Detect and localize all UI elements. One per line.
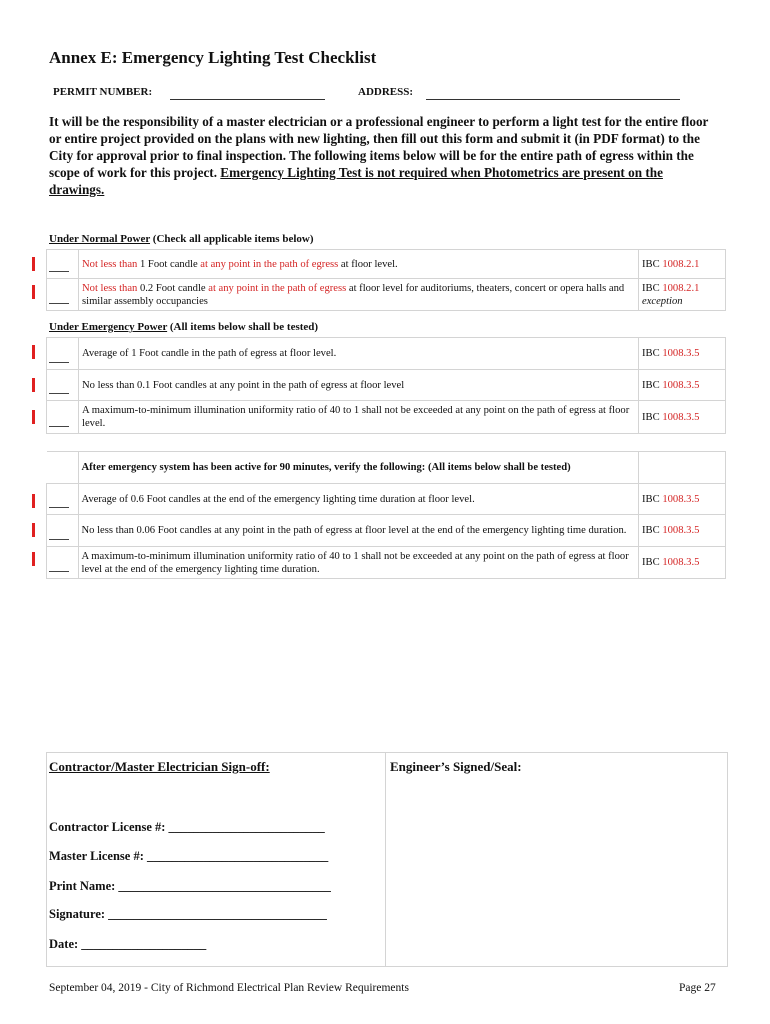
address-label: ADDRESS: xyxy=(358,86,414,98)
ninety-description: No less than 0.06 Foot candles at any point in the path of egress at floor level at the end of the emergency lighting time duration. xyxy=(78,515,639,547)
master-license-field[interactable]: Master License #: _____________________________ xyxy=(49,849,329,863)
normal-check-blank[interactable] xyxy=(47,250,79,279)
normal-check-blank[interactable] xyxy=(47,279,79,311)
emergency-check-blank[interactable] xyxy=(47,370,79,401)
date-field[interactable]: Date: ____________________ xyxy=(49,937,207,951)
code-number: 1008.3.5 xyxy=(662,525,700,536)
emergency-row xyxy=(47,338,726,370)
ninety-minute-heading: After emergency system has been active for 90 minutes, verify the following: (All items below shall be tested) xyxy=(78,452,639,484)
code-number: 1008.3.5 xyxy=(662,348,700,359)
marker-emergency-1 xyxy=(32,345,35,359)
permit-number-field[interactable] xyxy=(170,99,325,100)
marker-ninety-2 xyxy=(32,523,35,537)
description-part: Not less than xyxy=(82,258,138,270)
page-number: Page 27 xyxy=(679,982,716,994)
ninety-code xyxy=(639,547,726,579)
signature-field[interactable]: Signature: ___________________________________ xyxy=(49,907,327,921)
emergency-code xyxy=(639,370,726,401)
ninety-minute-table xyxy=(46,451,726,579)
engineer-seal-heading: Engineer’s Signed/Seal: xyxy=(390,759,522,774)
contractor-license-field[interactable]: Contractor License #: _________________________ xyxy=(49,820,325,834)
emergency-check-blank[interactable] xyxy=(47,338,79,370)
code-note: exception xyxy=(642,295,683,307)
code-prefix: IBC xyxy=(642,379,663,391)
code-prefix: IBC xyxy=(642,348,663,359)
contractor-signoff-heading: Contractor/Master Electrician Sign-off: xyxy=(49,759,270,774)
check-line xyxy=(49,302,69,304)
ninety-code xyxy=(639,515,726,547)
signoff-divider xyxy=(385,752,386,966)
emergency-row xyxy=(47,370,726,401)
emergency-description: Average of 1 Foot candle in the path of egress at floor level. xyxy=(79,338,639,370)
ninety-row xyxy=(47,547,726,579)
marker-ninety-1 xyxy=(32,494,35,508)
check-line xyxy=(49,570,69,572)
code-number: 1008.3.5 xyxy=(662,379,700,391)
description-part: 1 Foot candle xyxy=(137,258,201,270)
code-number: 1008.2.1 xyxy=(662,282,700,294)
page-title: Annex E: Emergency Lighting Test Checklist xyxy=(49,48,377,67)
marker-normal-2 xyxy=(32,285,35,299)
check-line xyxy=(49,425,69,427)
normal-description xyxy=(79,250,639,279)
emergency-row xyxy=(47,401,726,434)
normal-code xyxy=(639,250,726,279)
check-line xyxy=(49,361,69,363)
code-number: 1008.3.5 xyxy=(662,493,700,505)
emergency-description: A maximum-to-minimum illumination uniformity ratio of 40 to 1 shall not be exceeded at any point on the path of egress at floor level. xyxy=(79,401,639,434)
code-prefix: IBC xyxy=(642,557,663,568)
check-line xyxy=(49,538,69,540)
check-line xyxy=(49,270,69,272)
description-part: 0.2 Foot candle xyxy=(137,282,209,294)
emergency-power-table xyxy=(46,337,726,434)
code-prefix: IBC xyxy=(642,258,663,270)
check-line xyxy=(49,506,69,508)
normal-power-table xyxy=(46,249,726,311)
description-part: at floor level for auditoriums, theaters, concert or opera halls and similar assembly occupancies xyxy=(82,282,625,307)
normal-row xyxy=(47,250,726,279)
ninety-check-blank[interactable] xyxy=(47,515,79,547)
code-number: 1008.3.5 xyxy=(662,411,700,423)
permit-number-label: PERMIT NUMBER: xyxy=(53,86,153,98)
normal-power-heading: Under Normal Power (Check all applicable items below) xyxy=(49,233,314,245)
check-line xyxy=(49,392,69,394)
ninety-minute-header-row xyxy=(47,452,726,484)
emergency-power-heading: Under Emergency Power (All items below shall be tested) xyxy=(49,321,319,333)
emergency-code xyxy=(639,338,726,370)
normal-code xyxy=(639,279,726,311)
intro-text: It will be the responsibility of a master electrician or a professional engineer to perform a light test for the entire floor or entire project provided on the plans with new lighting, then fill out this form and submit it (in PDF format) to the City for approval prior to final inspection. The following items below will be for the entire path of egress within the scope of work for this project. xyxy=(49,114,709,180)
normal-description xyxy=(79,279,639,311)
description-part: Not less than xyxy=(82,282,138,294)
emergency-code xyxy=(639,401,726,434)
emergency-check-blank[interactable] xyxy=(47,401,79,434)
print-name-field[interactable]: Print Name: __________________________________ xyxy=(49,879,331,893)
description-part: at floor level. xyxy=(338,258,398,270)
description-part: at any point in the path of egress xyxy=(208,282,347,294)
ninety-description: A maximum-to-minimum illumination uniformity ratio of 40 to 1 shall not be exceeded at any point on the path of egress at floor level at the end of the emergency lighting time duration. xyxy=(78,547,639,579)
code-prefix: IBC xyxy=(642,282,663,294)
normal-row xyxy=(47,279,726,311)
ninety-description: Average of 0.6 Foot candles at the end of the emergency lighting time duration at floor level. xyxy=(78,484,639,515)
emergency-description: No less than 0.1 Foot candles at any point in the path of egress at floor level xyxy=(79,370,639,401)
footer-text: September 04, 2019 - City of Richmond Electrical Plan Review Requirements xyxy=(49,982,409,994)
marker-emergency-3 xyxy=(32,410,35,424)
ninety-check-blank[interactable] xyxy=(47,484,79,515)
intro-paragraph xyxy=(49,113,717,198)
code-number: 1008.3.5 xyxy=(662,557,700,568)
code-prefix: IBC xyxy=(642,411,663,423)
code-prefix: IBC xyxy=(642,525,663,536)
ninety-check-blank[interactable] xyxy=(47,547,79,579)
ninety-row xyxy=(47,484,726,515)
marker-normal-1 xyxy=(32,257,35,271)
marker-ninety-3 xyxy=(32,552,35,566)
ninety-code xyxy=(639,484,726,515)
intro-underlined-text: Emergency Lighting Test is not required when Photometrics are present on the drawings. xyxy=(49,165,663,197)
code-number: 1008.2.1 xyxy=(662,258,700,270)
description-part: at any point in the path of egress xyxy=(200,258,339,270)
marker-emergency-2 xyxy=(32,378,35,392)
code-prefix: IBC xyxy=(642,493,663,505)
ninety-row xyxy=(47,515,726,547)
address-field[interactable] xyxy=(426,99,680,100)
